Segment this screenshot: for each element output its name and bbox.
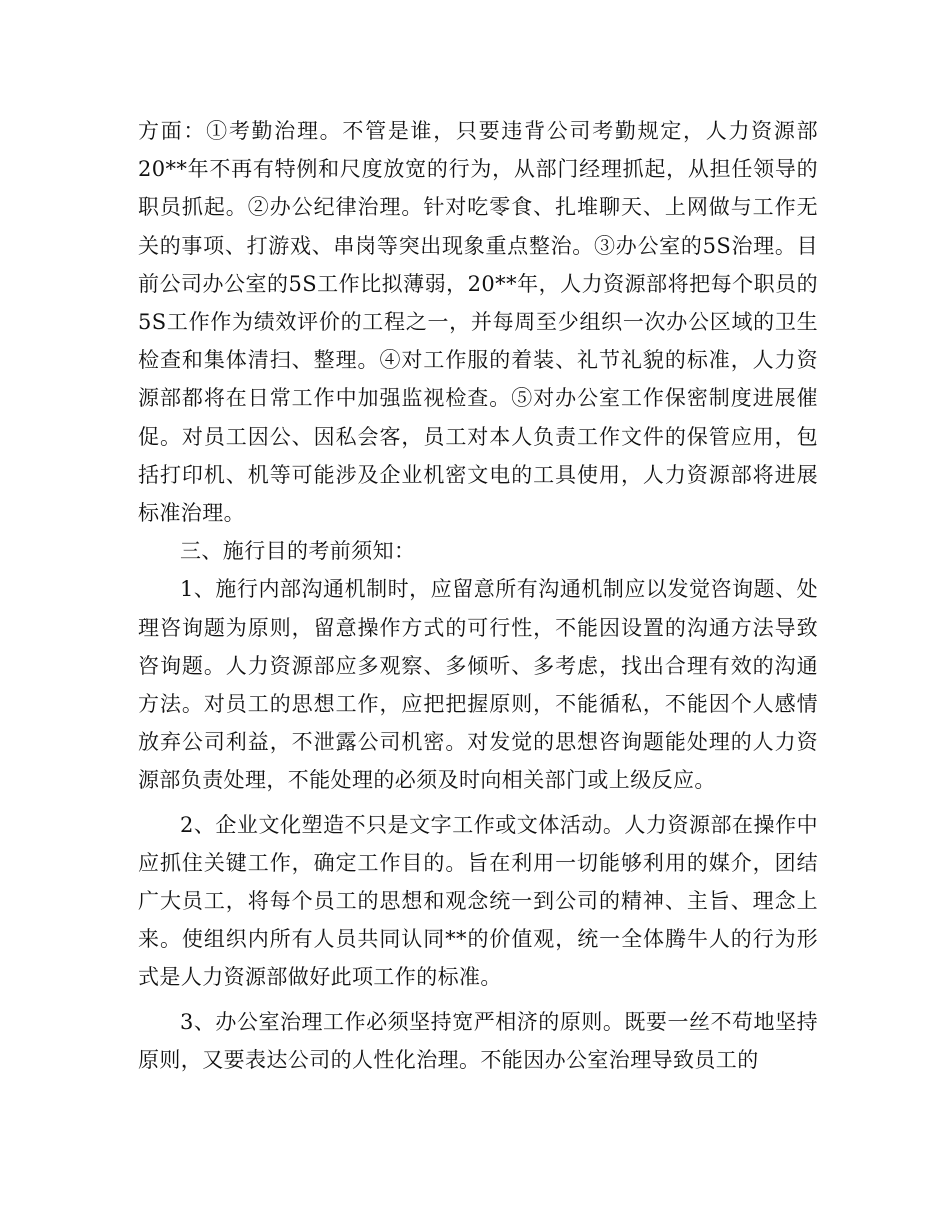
paragraph-discipline-management: 方面：①考勤治理。不管是谁，只要违背公司考勤规定，人力资源部20**年不再有特例和尺度放宽的行为，从部门经理抓起，从担任领导的职员抓起。②办公纪律治理。针对吃零食、扎堆聊天、上网做与工作无关的事项、打游戏、串岗等突出现象重点整治。③办公室的5S治理。目前公司办公室的5S工作比拟薄弱，20**年，人力资源部将把每个职员的5S工作作为绩效评价的工程之一，并每周至少组织一次办公区域的卫生检查和集体清扫、整理。④对工作服的着装、礼节礼貌的标准，人力资源部都将在日常工作中加强监视检查。⑤对办公室工作保密制度进展催促。对员工因公、因私会客，员工对本人负责工作文件的保管应用，包括打印机、机等可能涉及企业机密文电的工具使用，人力资源部将进展标准治理。 bbox=[138, 119, 818, 526]
section-heading-notes: 三、施行目的考前须知： bbox=[180, 539, 416, 564]
document-body bbox=[138, 112, 818, 1079]
paragraph-note-1: 1、施行内部沟通机制时，应留意所有沟通机制应以发觉咨询题、处理咨询题为原则，留意操作方式的可行性，不能因设置的沟通方法导致咨询题。人力资源部应多观察、多倾听、多考虑，找出合理有效的沟通方法。对员工的思想工作，应把把握原则，不能循私，不能因个人感情放弃公司利益，不泄露公司机密。对发觉的思想咨询题能处理的人力资源部负责处理，不能处理的必须及时向相关部门或上级反应。 bbox=[138, 577, 818, 793]
paragraph-note-3: 3、办公室治理工作必须坚持宽严相济的原则。既要一丝不苟地坚持原则，又要表达公司的人性化治理。不能因办公室治理导致员工的 bbox=[138, 1009, 818, 1072]
paragraph-note-2: 2、企业文化塑造不只是文字工作或文体活动。人力资源部在操作中应抓住关键工作，确定工作目的。旨在利用一切能够利用的媒介，团结广大员工，将每个员工的思想和观念统一到公司的精神、主旨、理念上来。使组织内所有人员共同认同**的价值观，统一全体腾牛人的行为形式是人力资源部做好此项工作的标准。 bbox=[138, 812, 818, 990]
